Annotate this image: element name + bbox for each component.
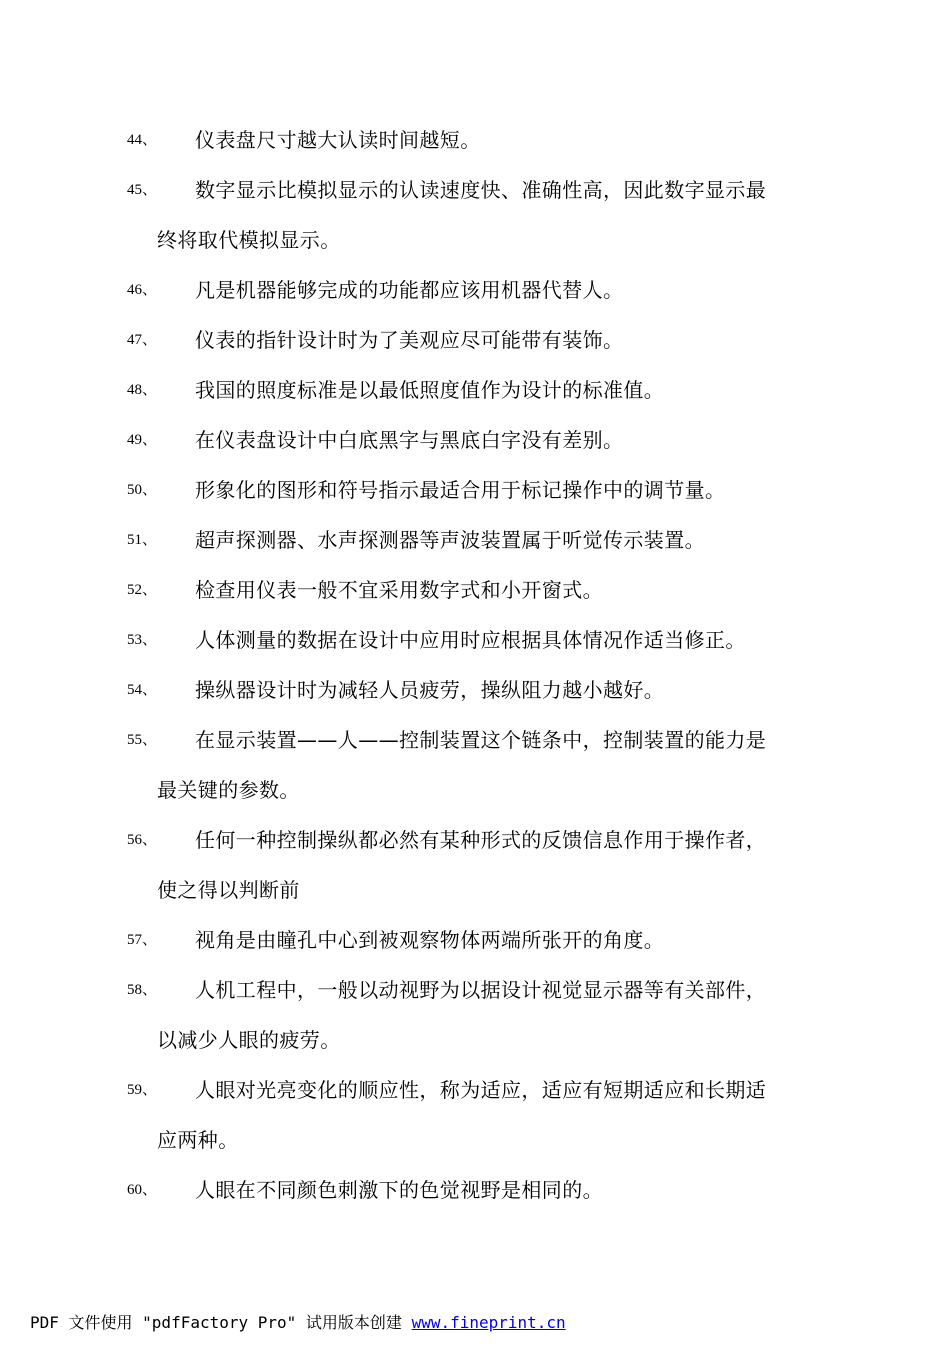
item-number: 49、 [127, 432, 158, 448]
item-first-line [0, 964, 952, 1014]
item-continuation-line [0, 1014, 952, 1064]
footer-text: PDF 文件使用 "pdfFactory Pro" 试用版本创建 [30, 1313, 412, 1332]
item-continuation-line [0, 864, 952, 914]
item-text-continuation: 使之得以判断前 [157, 878, 300, 902]
item-text: 超声探测器、水声探测器等声波装置属于听觉传示装置。 [195, 528, 705, 552]
item-first-line [0, 414, 952, 464]
list-item [0, 564, 952, 614]
item-text-continuation: 最关键的参数。 [157, 778, 300, 802]
item-number: 58、 [127, 982, 158, 998]
item-text: 在显示装置——人——控制装置这个链条中，控制装置的能力是 [195, 728, 767, 752]
item-text: 操纵器设计时为减轻人员疲劳，操纵阻力越小越好。 [195, 678, 665, 702]
item-number: 52、 [127, 582, 158, 598]
item-text: 数字显示比模拟显示的认读速度快、准确性高，因此数字显示最 [195, 178, 767, 202]
item-number: 44、 [127, 132, 158, 148]
item-continuation-line [0, 214, 952, 264]
list-item [0, 464, 952, 514]
item-number: 53、 [127, 632, 158, 648]
item-number: 54、 [127, 682, 158, 698]
item-number: 45、 [127, 182, 158, 198]
item-first-line [0, 614, 952, 664]
item-number: 60、 [127, 1182, 158, 1198]
list-item [0, 164, 952, 264]
list-item [0, 414, 952, 464]
item-number: 48、 [127, 382, 158, 398]
item-text-continuation: 以减少人眼的疲劳。 [157, 1028, 341, 1052]
item-text: 人机工程中，一般以动视野为以据设计视觉显示器等有关部件， [195, 978, 767, 1002]
item-continuation-line [0, 1114, 952, 1164]
list-item [0, 1164, 952, 1214]
item-first-line [0, 464, 952, 514]
item-text: 人体测量的数据在设计中应用时应根据具体情况作适当修正。 [195, 628, 746, 652]
list-item [0, 264, 952, 314]
footer-link[interactable]: www.fineprint.cn [411, 1313, 566, 1332]
item-continuation-line [0, 764, 952, 814]
item-number: 59、 [127, 1082, 158, 1098]
pdf-footer [30, 1310, 566, 1333]
item-number: 55、 [127, 732, 158, 748]
list-item [0, 614, 952, 664]
item-text: 人眼对光亮变化的顺应性，称为适应，适应有短期适应和长期适 [195, 1078, 767, 1102]
item-number: 47、 [127, 332, 158, 348]
item-first-line [0, 114, 952, 164]
item-text: 形象化的图形和符号指示最适合用于标记操作中的调节量。 [195, 478, 726, 502]
item-first-line [0, 264, 952, 314]
item-text: 人眼在不同颜色刺激下的色觉视野是相同的。 [195, 1178, 603, 1202]
item-first-line [0, 314, 952, 364]
list-item [0, 314, 952, 364]
item-first-line [0, 514, 952, 564]
item-first-line [0, 714, 952, 764]
item-text: 凡是机器能够完成的功能都应该用机器代替人。 [195, 278, 624, 302]
item-text: 任何一种控制操纵都必然有某种形式的反馈信息作用于操作者， [195, 828, 767, 852]
item-first-line [0, 164, 952, 214]
list-item [0, 664, 952, 714]
item-number: 51、 [127, 532, 158, 548]
item-first-line [0, 1064, 952, 1114]
list-item [0, 114, 952, 164]
item-first-line [0, 914, 952, 964]
item-first-line [0, 564, 952, 614]
item-number: 56、 [127, 832, 158, 848]
item-text: 检查用仪表一般不宜采用数字式和小开窗式。 [195, 578, 603, 602]
item-text: 在仪表盘设计中白底黑字与黑底白字没有差别。 [195, 428, 624, 452]
list-item [0, 814, 952, 914]
list-item [0, 714, 952, 814]
list-item [0, 964, 952, 1064]
item-first-line [0, 1164, 952, 1214]
item-number: 46、 [127, 282, 158, 298]
list-item [0, 364, 952, 414]
item-number: 57、 [127, 932, 158, 948]
item-first-line [0, 814, 952, 864]
list-item [0, 514, 952, 564]
item-text: 仪表盘尺寸越大认读时间越短。 [195, 128, 481, 152]
item-first-line [0, 364, 952, 414]
item-text: 仪表的指针设计时为了美观应尽可能带有装饰。 [195, 328, 624, 352]
item-number: 50、 [127, 482, 158, 498]
list-item [0, 1064, 952, 1164]
question-list [0, 114, 952, 1214]
list-item [0, 914, 952, 964]
item-text: 视角是由瞳孔中心到被观察物体两端所张开的角度。 [195, 928, 665, 952]
item-first-line [0, 664, 952, 714]
item-text: 我国的照度标准是以最低照度值作为设计的标准值。 [195, 378, 665, 402]
item-text-continuation: 应两种。 [157, 1128, 239, 1152]
item-text-continuation: 终将取代模拟显示。 [157, 228, 341, 252]
